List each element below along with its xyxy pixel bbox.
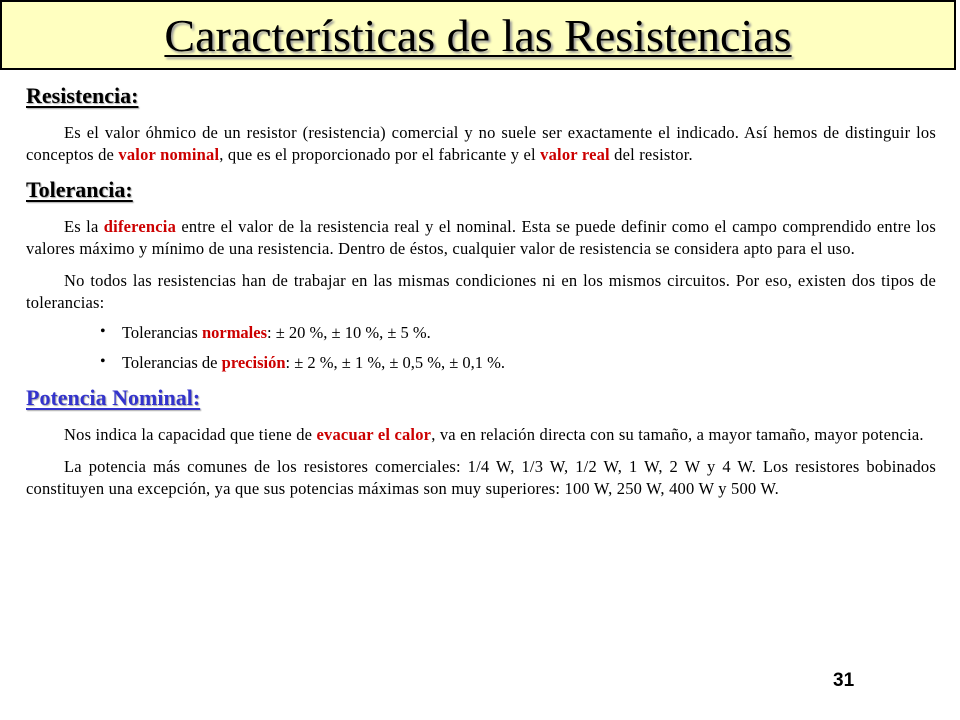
text: Tolerancias — [122, 323, 202, 342]
text: Es la — [64, 217, 104, 236]
highlight-valor-nominal: valor nominal — [118, 145, 220, 164]
heading-potencia-nominal: Potencia Nominal: — [26, 385, 201, 410]
highlight-diferencia: diferencia — [103, 217, 177, 236]
list-item — [122, 322, 936, 344]
heading-resistencia: Resistencia: — [26, 83, 139, 108]
text: entre el valor de la resistencia real y el nominal. Esta se puede definir como el campo comprendido entre los valores máximo y mínimo de una resistencia. Dentro de éstos, cualquier valor de resistencia se considera apto para el uso. — [26, 217, 937, 258]
resistencia-paragraph — [26, 122, 936, 166]
text: Es el valor óhmico de un resistor (resistencia) comercial y no suele ser exactamente el indicado. Así hemos de distinguir los conceptos de — [26, 123, 936, 164]
tolerance-list — [26, 322, 936, 374]
text: : ± 20 %, ± 10 %, ± 5 %. — [267, 323, 431, 342]
page-number: 31 — [833, 670, 855, 691]
tolerancia-paragraph-2: No todos las resistencias han de trabajar en las mismas condiciones ni en los mismos circuitos. Por eso, existen dos tipos de tolerancias: — [26, 271, 936, 312]
highlight-evacuar-el-calor: evacuar el calor — [316, 425, 432, 444]
potencia-paragraph-1 — [26, 424, 936, 446]
text: : ± 2 %, ± 1 %, ± 0,5 %, ± 0,1 %. — [285, 353, 506, 372]
potencia-paragraph-2: La potencia más comunes de los resistores comerciales: 1/4 W, 1/3 W, 1/2 W, 1 W, 2 W y 4 W. Los resistores bobinados constituyen una excepción, ya que sus potencias máximas son muy superiores: 100 W, 250 W, 400 W y 500 W. — [26, 457, 936, 498]
title-banner — [0, 0, 956, 70]
text: , que es el proporcionado por el fabricante y el — [219, 145, 541, 164]
slide-title: Características de las Resistencias — [164, 10, 792, 61]
slide-content — [26, 82, 936, 500]
text: , va en relación directa con su tamaño, a mayor tamaño, mayor potencia. — [431, 425, 924, 444]
list-item — [122, 352, 936, 374]
text: del resistor. — [609, 145, 693, 164]
tolerancia-paragraph-1 — [26, 216, 936, 260]
highlight-precision: precisión — [221, 353, 286, 372]
highlight-normales: normales — [201, 323, 268, 342]
text: Tolerancias de — [122, 353, 222, 372]
heading-tolerancia: Tolerancia: — [26, 177, 133, 202]
highlight-valor-real: valor real — [540, 145, 610, 164]
text: Nos indica la capacidad que tiene de — [64, 425, 317, 444]
